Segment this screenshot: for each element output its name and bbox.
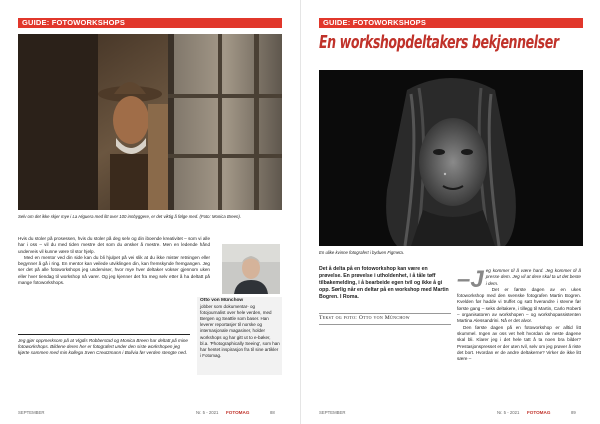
author-portrait: [222, 244, 280, 294]
lead-text: Det å delta på en fotoworkshop kan være en prøvelse. En prøvelse i utholdenhet, i å tåle tøff tilbakemelding, i å bearbeide egen tvil og ikke å gi opp. Sørlig når en deltar på en workshop med Martin Bogren. I Roma.: [319, 266, 449, 300]
bottom-note: Jeg gjør oppmerksom på at Vigdis Robberstad og Monica Breen har deltatt på mine fotoworkshops. Bildene deres her er fotografert under den siste workshopen jeg kjørte sammen med min kollega Sven Creutzmann i Bolivia før verden stengte ned.: [18, 338, 188, 356]
woman-portrait-photo: [319, 70, 583, 246]
footer-issue: Nr. 5 - 2021: [196, 410, 219, 415]
intro-italic-text: eg kommer til å være hard. Jeg kommer til å presse dem. Jeg vil at dere skal ta ut det beste i dem.: [485, 268, 581, 286]
right-column-text: [457, 268, 581, 362]
paragraph: Det er første dagen av en ukes fotoworkshop med den svenske fotografen Martin Bogren. Kvelden før hadde vi truffet og satt hverandre i stevne før første gang – seks deltakere, i tillegg til Martin, Carlo Roberti – organisatoren av workshopen – og workshopassistenten Martina Alessandrini. Nå er det alvor.: [457, 286, 581, 324]
divider: [18, 334, 190, 335]
byline: Tekst og foto: Otto von Münchow: [319, 315, 410, 321]
left-footer: [18, 409, 282, 417]
man-in-window-image: [18, 34, 282, 210]
author-description: jobber som dokumentar- og fotojournalist over hele verden, med Bergen og Seattle som baser. Han leverer reportasjer til norske og internasjonale magasiner, holder workshops og har gitt ut to e-bøker, bl.a. 'Photographically Seeing', som han har hentet inspirasjon fra til sine artikler i Fotomag.: [200, 304, 280, 358]
right-footer: [319, 409, 583, 417]
footer-month: SEPTEMBER: [319, 410, 346, 415]
paragraph: Hvis du stoler på prosessen, hvis du stoler på deg selv og din iboende kreativitet – som vi alle har i oss – vil du med tiden mestre det som du ønsker å mestre. Men en ledende hånd underveis vil kunne være til stor hjelp.: [18, 236, 210, 254]
byline-rule-bottom: [319, 324, 451, 325]
left-body-text: [18, 236, 210, 286]
footer-month: SEPTEMBER: [18, 410, 45, 415]
section-banner: GUIDE: FOTOWORKSHOPS: [18, 18, 282, 28]
paragraph: Den første dagen på en fotoworkshop er alltid litt skummel. Ingen av oss vet helt hvordan de neste dagene skal bli. Klarer jeg i det hele tatt å ta noen bra bilder? Prestasjonspresset er der uten tvil, selv om jeg prøver å riste det bort. Hvordan er de andre deltakerne? Virker de ikke litt sære –: [457, 324, 581, 362]
footer-brand: FOTOMAG: [527, 410, 551, 415]
author-portrait-image: [222, 244, 280, 294]
drop-cap: –J: [457, 266, 484, 293]
man-in-window-photo: [18, 34, 282, 210]
paragraph: Med en mentor ved din side kan du bli hjulpet på vei slik at du ikke mister retningen eller begynner å gå i ring. En mentor kan veilede utviklingen din, kan fremskynde fremgangen. Jeg ser det på alle fotoworkshops jeg underviser, hvor mye hver deltaker vokser gjennom uken eller hver tiendag til workshop nå varer. Og jeg kjenner det fra meg selv etter å ha deltatt på mange fotoworkshops.: [18, 254, 210, 286]
intro-quote: [457, 266, 581, 293]
byline-rule-top: [319, 313, 451, 314]
author-name: Otto von Münchow: [200, 298, 244, 303]
author-bio: [200, 298, 280, 359]
photo-caption: Selv om det ikke skjer mye i La Higuera med litt over 100 innbyggere, er det viktig å følge med. (Foto: Monica Breen).: [18, 214, 242, 219]
footer-brand: FOTOMAG: [226, 410, 250, 415]
woman-portrait-image: [319, 70, 583, 246]
photo-caption: En ulike kvinne fotografert i byduen Figmeta.: [319, 250, 405, 255]
footer-issue: Nr. 5 - 2021: [497, 410, 520, 415]
footer-page-number: 88: [270, 410, 275, 415]
footer-page-number: 89: [571, 410, 576, 415]
section-banner: GUIDE: FOTOWORKSHOPS: [319, 18, 583, 28]
article-title: En workshopdeltakers bekjennelser: [319, 33, 559, 53]
right-page: [300, 0, 600, 424]
